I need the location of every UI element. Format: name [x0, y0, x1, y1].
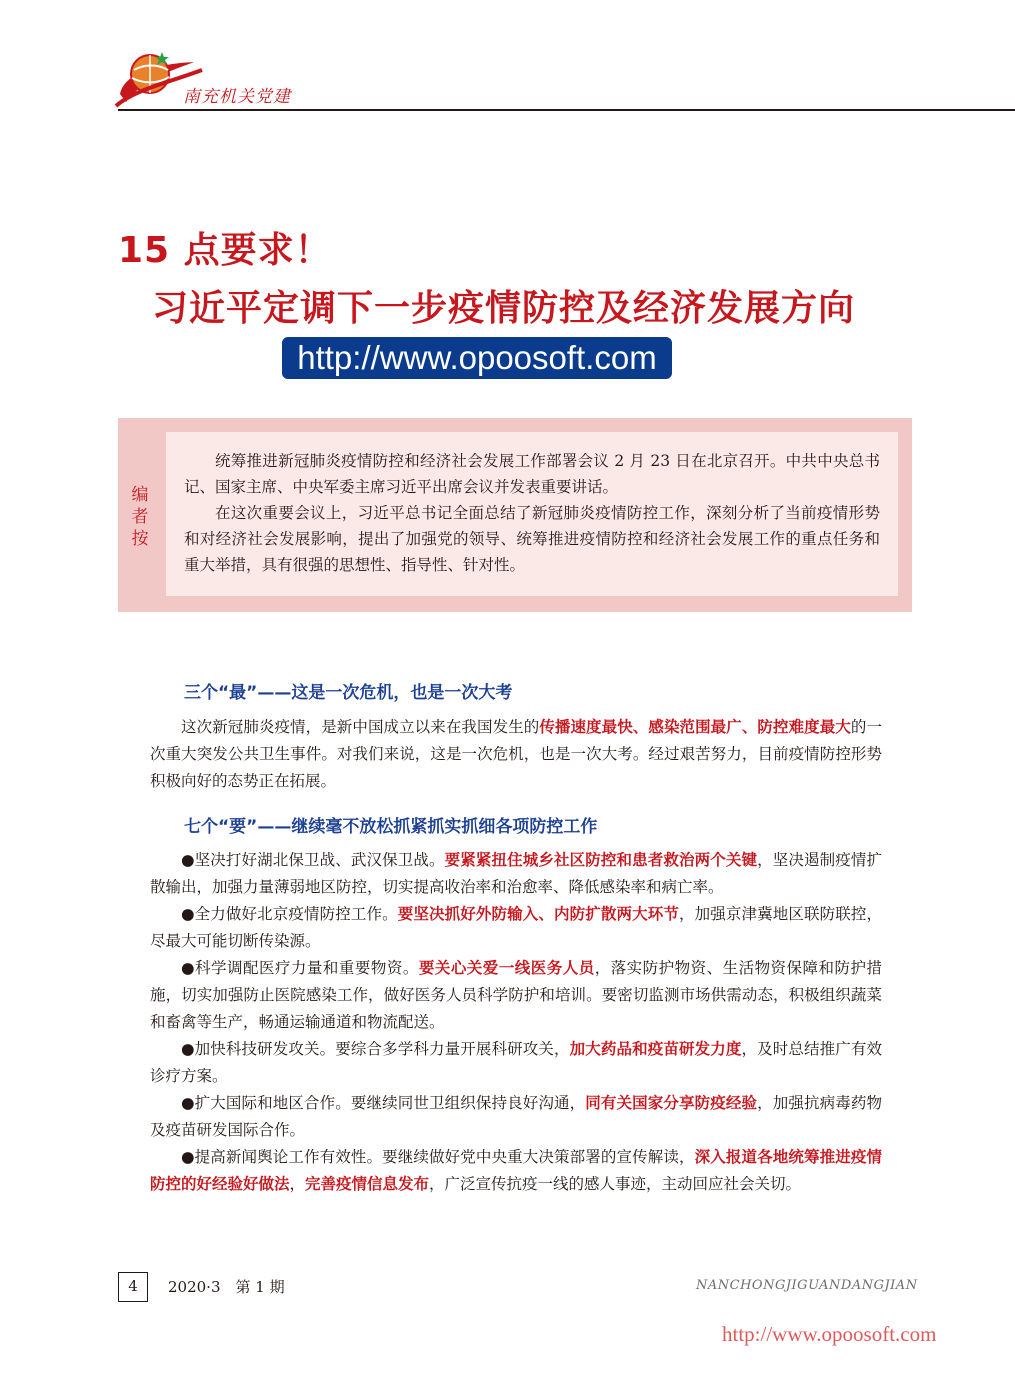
header-rule: [118, 109, 1015, 111]
highlight-text: 加大药品和疫苗研发力度: [569, 1040, 742, 1058]
highlight-text: 深入报道各地统筹推进疫情防控的好经验好做法: [150, 1148, 882, 1193]
paragraph: 这次新冠肺炎疫情，是新中国成立以来在我国发生的传播速度最快、感染范围最广、防控难度最大的一次重大突发公共卫生事件。对我们来说，这是一次危机，也是一次大考。经过艰苦努力，目前疫情防控形势积极向好的态势正在拓展。: [150, 718, 882, 790]
watermark-url: http://www.opoosoft.com: [282, 337, 672, 379]
highlight-text: 传播速度最快、感染范围最广、防控难度最大: [539, 718, 851, 736]
masthead-title: 南充机关党建: [183, 87, 291, 107]
section-heading: 七个“要”——继续毫不放松抓紧抓实抓细各项防控工作: [184, 817, 598, 837]
page-number: 4: [118, 1272, 148, 1302]
editor-note-label: 编者按: [131, 485, 149, 549]
highlight-text: 要关心关爱一线医务人员: [418, 959, 595, 977]
bullet-item: ●加快科技研发攻关。要综合多学科力量开展科研攻关，加大药品和疫苗研发力度，及时总结推广有效诊疗方案。: [150, 1040, 882, 1085]
footer-url-link[interactable]: http://www.opoosoft.com: [722, 1322, 937, 1346]
bullet-item: ●全力做好北京疫情防控工作。要坚决抓好外防输入、内防扩散两大环节，加强京津冀地区联防联控，尽最大可能切断传染源。: [150, 905, 882, 950]
highlight-text: 要坚决抓好外防输入、内防扩散两大环节: [397, 905, 679, 923]
issue-label: 2020·3 第 1 期: [168, 1278, 285, 1296]
section-heading: 三个“最”——这是一次危机，也是一次大考: [184, 683, 513, 703]
bullet-item: ●提高新闻舆论工作有效性。要继续做好党中央重大决策部署的宣传解读，深入报道各地统筹推进疫情防控的好经验好做法，完善疫情信息发布，广泛宣传抗疫一线的感人事迹，主动回应社会关切。: [150, 1148, 882, 1193]
section-body: [150, 714, 882, 795]
highlight-text: 同有关国家分享防疫经验: [585, 1094, 758, 1112]
section-body: [150, 847, 882, 1198]
editor-note-paragraph: 统筹推进新冠肺炎疫情防控和经济社会发展工作部署会议 2 月 23 日在北京召开。中共中央总书记、国家主席、中央军委主席习近平出席会议并发表重要讲话。: [184, 452, 880, 496]
editor-note-body: [166, 432, 898, 596]
highlight-text: 完善疫情信息发布: [305, 1175, 430, 1193]
highlight-text: 要紧紧扭住城乡社区防控和患者救治两个关键: [444, 851, 758, 869]
bullet-item: ●科学调配医疗力量和重要物资。要关心关爱一线医务人员，落实防护物资、生活物资保障和防护措施，切实加强防止医院感染工作，做好医务人员科学防护和培训。要密切监测市场供需动态，积极组织蔬菜和畜禽等生产，畅通运输通道和物流配送。: [150, 959, 882, 1031]
article-title-line-2: 习近平定调下一步疫情防控及经济发展方向: [152, 288, 856, 329]
article-title-line-1: 15 点要求！: [118, 230, 332, 271]
editor-note-paragraph: 在这次重要会议上，习近平总书记全面总结了新冠肺炎疫情防控工作，深刻分析了当前疫情形势和对经济社会发展影响，提出了加强党的领导、统筹推进疫情防控和经济社会发展工作的重点任务和重大举措，具有很强的思想性、指导性、针对性。: [184, 504, 880, 574]
bullet-item: ●扩大国际和地区合作。要继续同世卫组织保持良好沟通，同有关国家分享防疫经验，加强抗病毒药物及疫苗研发国际合作。: [150, 1094, 882, 1139]
bullet-item: ●坚决打好湖北保卫战、武汉保卫战。要紧紧扭住城乡社区防控和患者救治两个关键，坚决遏制疫情扩散输出，加强力量薄弱地区防控，切实提高收治率和治愈率、降低感染率和病亡率。: [150, 851, 882, 896]
journal-name-en: NANCHONGJIGUANDANGJIAN: [696, 1278, 918, 1293]
